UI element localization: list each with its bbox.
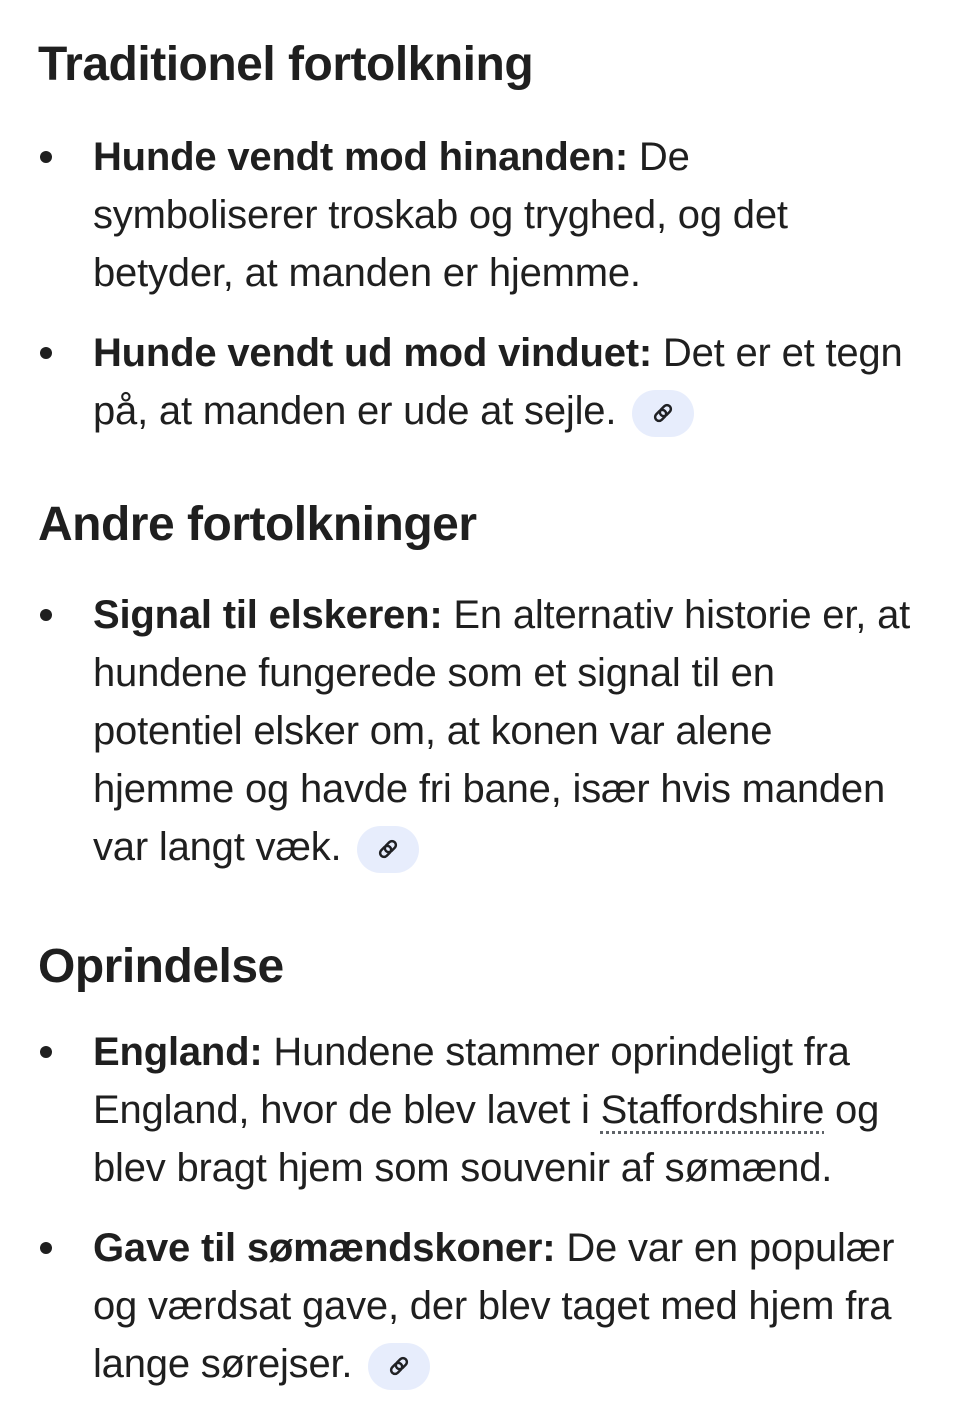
item-line <box>93 1081 920 1139</box>
item-line <box>93 1023 920 1081</box>
section-andre-fortolkninger <box>38 497 920 876</box>
item-line: blev bragt hjem som souvenir af sømænd. <box>93 1146 833 1190</box>
source-link-chip[interactable] <box>368 1343 430 1390</box>
list-item <box>38 324 920 440</box>
section-heading: Traditionel fortolkning <box>38 38 534 91</box>
item-line: potentiel elsker om, at konen var alene <box>93 709 773 753</box>
bullet-icon <box>40 151 52 163</box>
answer-content <box>38 37 920 1393</box>
bullet-icon <box>40 1242 52 1254</box>
list-item <box>38 1219 920 1393</box>
section-heading: Oprindelse <box>38 940 284 993</box>
item-lead: Gave til sømændskoner: <box>93 1226 556 1270</box>
item-line: symboliserer troskab og tryghed, og det <box>93 193 788 237</box>
item-text: på, at manden er ude at sejle. <box>93 389 617 433</box>
item-line <box>93 324 920 382</box>
item-text: lange sørejser. <box>93 1342 353 1386</box>
section-traditionel-fortolkning <box>38 37 920 440</box>
item-line <box>93 1335 920 1393</box>
section-oprindelse <box>38 939 920 1393</box>
bullet-list <box>38 128 920 440</box>
item-text: En alternativ historie er, at <box>442 593 911 637</box>
item-text: De <box>627 135 690 179</box>
item-text: var langt væk. <box>93 825 342 869</box>
link-icon <box>650 400 676 426</box>
section-heading: Andre fortolkninger <box>38 498 477 551</box>
item-text: Hundene stammer oprindeligt fra <box>262 1030 850 1074</box>
item-text: Det er et tegn <box>652 331 903 375</box>
bullet-list <box>38 586 920 876</box>
item-line <box>93 818 920 876</box>
link-icon <box>386 1353 412 1379</box>
source-link-chip[interactable] <box>632 390 694 437</box>
list-item <box>38 128 920 302</box>
link-icon <box>375 836 401 862</box>
item-lead: Hunde vendt mod hinanden: <box>93 135 628 179</box>
item-line <box>93 128 920 186</box>
item-line <box>93 1219 920 1277</box>
item-lead: Signal til elskeren: <box>93 593 443 637</box>
item-line: hundene fungerede som et signal til en <box>93 651 775 695</box>
bullet-icon <box>40 1046 52 1058</box>
item-text: England, hvor de blev lavet i <box>93 1088 601 1132</box>
staffordshire-term-link[interactable]: Staffordshire <box>600 1088 825 1132</box>
item-text: De var en populær <box>555 1226 895 1270</box>
item-lead: Hunde vendt ud mod vinduet: <box>93 331 653 375</box>
bullet-icon <box>40 347 52 359</box>
item-line: hjemme og havde fri bane, især hvis manden <box>93 767 886 811</box>
item-text: og <box>824 1088 880 1132</box>
list-item <box>38 1023 920 1197</box>
bullet-list <box>38 1023 920 1393</box>
item-line <box>93 586 920 644</box>
item-line: betyder, at manden er hjemme. <box>93 251 641 295</box>
bullet-icon <box>40 609 52 621</box>
list-item <box>38 586 920 876</box>
source-link-chip[interactable] <box>357 826 419 873</box>
item-line: og værdsat gave, der blev taget med hjem fra <box>93 1284 892 1328</box>
item-lead: England: <box>93 1030 263 1074</box>
item-line <box>93 382 920 440</box>
